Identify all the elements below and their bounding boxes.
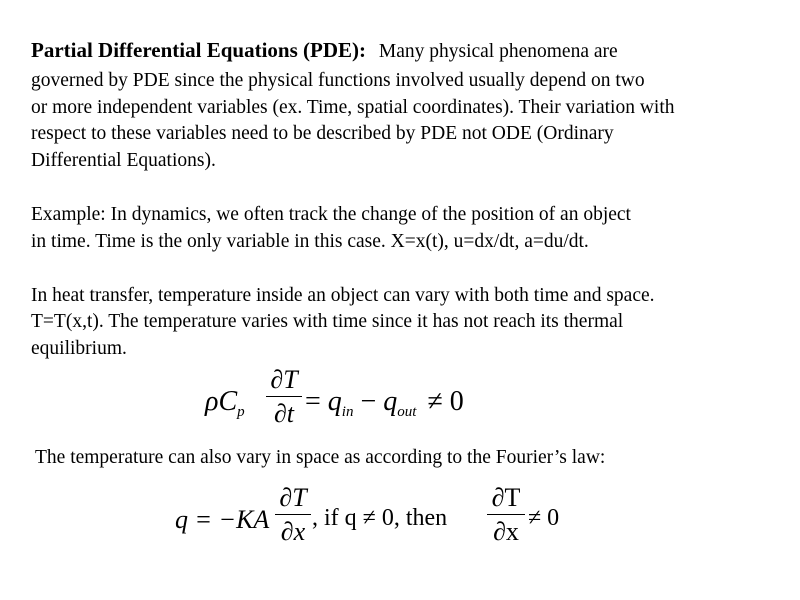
eq2-neq-zero: ≠ 0 <box>528 505 560 531</box>
paragraph1-line: or more independent variables (ex. Time, spatial coordinates). Their variation with <box>31 97 675 118</box>
paragraph3-line: In heat transfer, temperature inside an object can vary with both time and space. <box>31 285 655 306</box>
paragraph1-line: governed by PDE since the physical functions involved usually depend on two <box>31 70 645 91</box>
eq2-fraction2-bar <box>487 514 525 515</box>
eq2-denominator: ∂x <box>280 517 306 547</box>
paragraph2-line: in time. Time is the only variable in this case. X=x(t), u=dx/dt, a=du/dt. <box>31 231 589 252</box>
eq1-fraction-bar <box>266 396 302 397</box>
paragraph3-line: equilibrium. <box>31 338 127 359</box>
eq1-q-in: q <box>327 386 342 417</box>
eq1-rhs <box>305 386 464 418</box>
eq2-numerator: ∂T <box>279 483 307 512</box>
eq2-fraction-bar <box>275 514 311 515</box>
heading-line <box>31 38 618 64</box>
eq2-condition: , if q ≠ 0, then <box>312 505 448 531</box>
paragraph2-line: Example: In dynamics, we often track the change of the position of an object <box>31 204 631 225</box>
eq2-lhs: q = −KA <box>175 505 270 534</box>
eq1-denominator: ∂t <box>273 399 295 429</box>
eq1-c: C <box>218 386 238 417</box>
eq1-equals: = <box>305 386 321 417</box>
heading-lead-text: Many physical phenomena are <box>378 41 618 62</box>
paragraph3-line: T=T(x,t). The temperature varies with time since it has not reach its thermal <box>31 311 624 332</box>
eq1-rho-cp <box>205 386 245 418</box>
eq1-q-out: q <box>383 386 398 417</box>
eq1-numerator: ∂T <box>270 365 298 394</box>
eq1-rho: ρ <box>205 386 219 417</box>
eq1-neq-zero: ≠ 0 <box>427 386 464 417</box>
eq2-numerator2: ∂T <box>491 483 521 512</box>
eq2-fraction2 <box>487 484 525 546</box>
eq1-fraction <box>266 366 302 428</box>
paragraph1-line: respect to these variables need to be described by PDE not ODE (Ordinary <box>31 123 614 144</box>
eq1-minus: − <box>360 386 377 417</box>
eq1-subscript-p: p <box>237 404 245 420</box>
eq1-subscript-out: out <box>397 404 417 420</box>
eq2-denominator2: ∂x <box>493 517 519 547</box>
paragraph4-line: The temperature can also vary in space as according to the Fourier’s law: <box>35 447 606 468</box>
eq2-fraction <box>275 484 311 546</box>
section-title: Partial Differential Equations (PDE): <box>31 38 366 62</box>
paragraph1-line: Differential Equations). <box>31 150 216 171</box>
eq1-subscript-in: in <box>341 404 354 420</box>
